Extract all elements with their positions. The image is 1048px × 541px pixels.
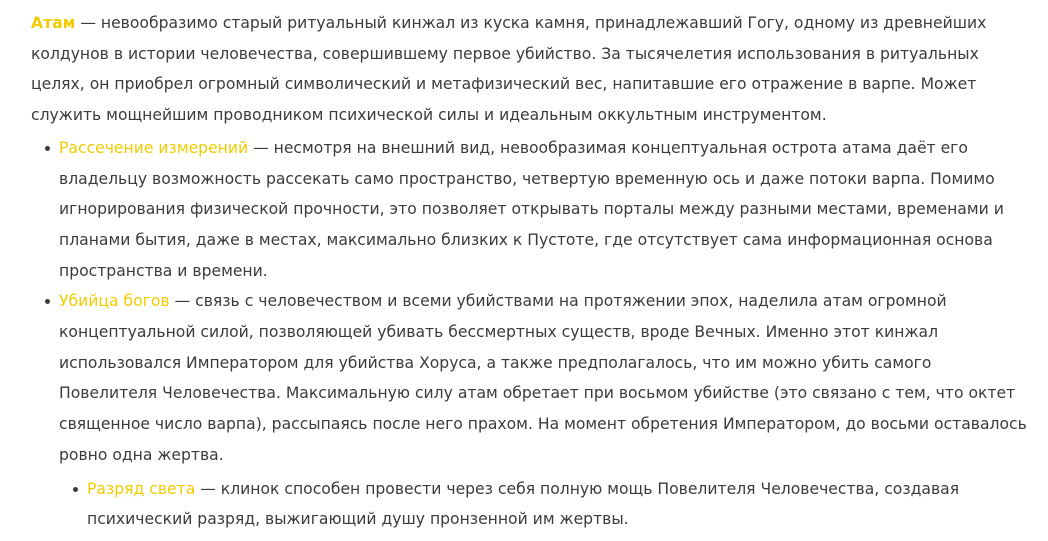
intro-term-link[interactable]: Атам bbox=[31, 14, 76, 32]
sub-ability-text: — клинок способен провести через себя полную мощь Повелителя Человечества, создавая психический разряд, выжигающий душу пронзенной им жертвы. bbox=[87, 479, 960, 529]
intro-paragraph bbox=[31, 8, 1034, 131]
sub-ability-term-link[interactable]: Разряд света bbox=[87, 479, 196, 498]
list-item-god-slayer bbox=[59, 286, 1034, 535]
ability-text: — несмотря на внешний вид, невообразимая концептуальная острота атама даёт его владельцу возможность рассекать само пространство, четвертую временную ось и даже потоки варпа. Помимо игнорирования физической прочности, это позволяет открывать порталы между разными местами, временами и планами бытия, даже в местах, максимально близких к Пустоте, где отсутствует сама информационная основа пространства и времени. bbox=[59, 138, 1004, 280]
list-item-light-discharge bbox=[87, 474, 1034, 535]
intro-text: — невообразимо старый ритуальный кинжал из куска камня, принадлежавший Гогу, одному из древнейших колдунов в истории человечества, совершившему первое убийство. За тысячелетия использования в ритуальных целях, он приобрел огромный символический и метафизический вес, напитавшие его отражение в варпе. Может служить мощнейшим проводником психической силы и идеальным оккультным инструментом. bbox=[31, 14, 987, 125]
ability-text: — связь с человечеством и всеми убийствами на протяжении эпох, наделила атам огромной концептуальной силой, позволяющей убивать бессмертных существ, вроде Вечных. Именно этот кинжал использовался Императором для убийства Хоруса, а также предполагалось, что им можно убить самого Повелителя Человечества. Максимальную силу атам обретает при восьмом убийстве (это связано с тем, что октет священное число варпа), рассыпаясь после него прахом. На момент обретения Императором, до восьми оставалось ровно одна жертва. bbox=[59, 292, 1027, 464]
list-item-dimension-cutting bbox=[59, 133, 1034, 287]
ability-term-link[interactable]: Убийца богов bbox=[59, 292, 170, 311]
ability-term-link[interactable]: Рассечение измерений bbox=[59, 138, 249, 157]
abilities-list bbox=[31, 133, 1034, 535]
sub-abilities-list bbox=[59, 474, 1034, 535]
